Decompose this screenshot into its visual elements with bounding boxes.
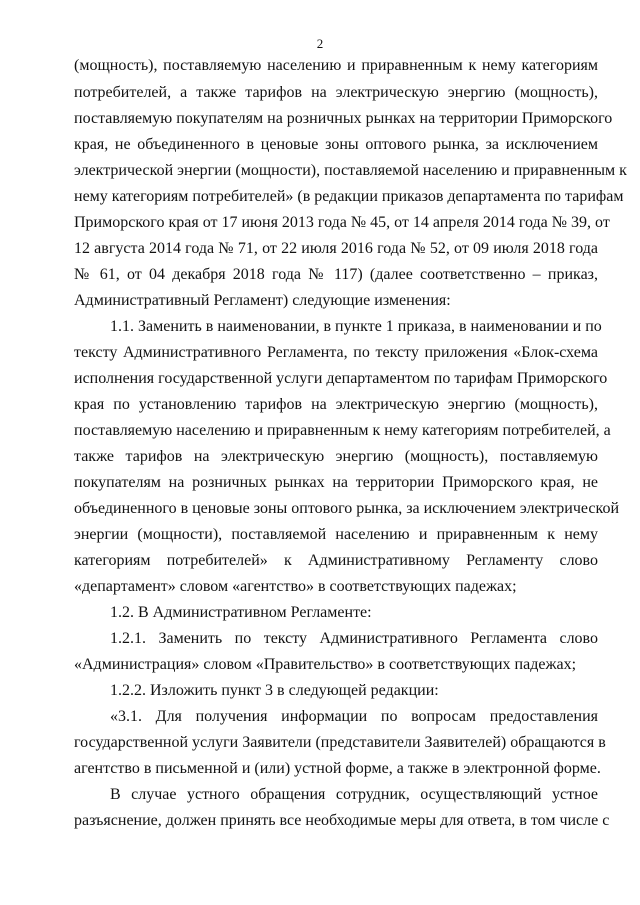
text-line: края, не объединенного в ценовые зоны оптового рынка, за исключением [74,136,598,153]
text-line: 1.2.2. Изложить пункт 3 в следующей редакции: [110,682,439,699]
text-line: 12 августа 2014 года № 71, от 22 июля 2016 года № 52, от 09 июля 2018 года [74,240,598,257]
text-line: исполнения государственной услуги департаментом по тарифам Приморского [74,370,608,387]
text-line: (мощность), поставляемую населению и приравненным к нему категориям [74,57,598,74]
text-line: разъяснение, должен принять все необходимые меры для ответа, в том числе с [74,812,610,829]
text-line: № 61, от 04 декабря 2018 года № 117) (далее соответственно – приказ, [74,266,598,283]
text-line: объединенного в ценовые зоны оптового рынка, за исключением электрической [74,500,620,517]
text-line: Административный Регламент) следующие изменения: [74,292,451,309]
text-line: энергии (мощности), поставляемой населению и приравненным к нему [74,526,598,543]
text-line: также тарифов на электрическую энергию (мощность), поставляемую [74,448,598,465]
text-line: «Администрация» словом «Правительство» в соответствующих падежах; [74,656,577,673]
page-number: 2 [316,36,324,51]
text-line: электрической энергии (мощности), поставляемой населению и приравненным к [74,162,627,179]
text-line: поставляемую покупателям на розничных рынках на территории Приморского [74,110,613,127]
text-line: Приморского края от 17 июня 2013 года № 45, от 14 апреля 2014 года № 39, от [74,214,610,231]
text-line: потребителей, а также тарифов на электрическую энергию (мощность), [74,84,598,101]
text-line: тексту Административного Регламента, по тексту приложения «Блок-схема [74,344,598,361]
text-line: 1.1. Заменить в наименовании, в пункте 1 приказа, в наименовании и по [110,318,602,335]
text-line: категориям потребителей» к Административному Регламенту слово [74,552,598,569]
text-line: края по установлению тарифов на электрическую энергию (мощность), [74,396,598,413]
text-line: «департамент» словом «агентство» в соответствующих падежах; [74,578,517,595]
text-line: 1.2. В Административном Регламенте: [110,604,372,621]
text-line: поставляемую населению и приравненным к нему категориям потребителей, а [74,422,611,439]
text-line: агентство в письменной и (или) устной форме, а также в электронной форме. [74,760,601,777]
text-line: государственной услуги Заявители (представители Заявителей) обращаются в [74,734,606,751]
text-line: покупателям на розничных рынках на территории Приморского края, не [74,474,598,491]
text-line: «3.1. Для получения информации по вопросам предоставления [110,708,598,725]
text-line: нему категориям потребителей» (в редакции приказов департамента по тарифам [74,188,624,205]
text-line: В случае устного обращения сотрудник, осуществляющий устное [110,786,598,803]
text-line: 1.2.1. Заменить по тексту Административного Регламента слово [110,630,598,647]
